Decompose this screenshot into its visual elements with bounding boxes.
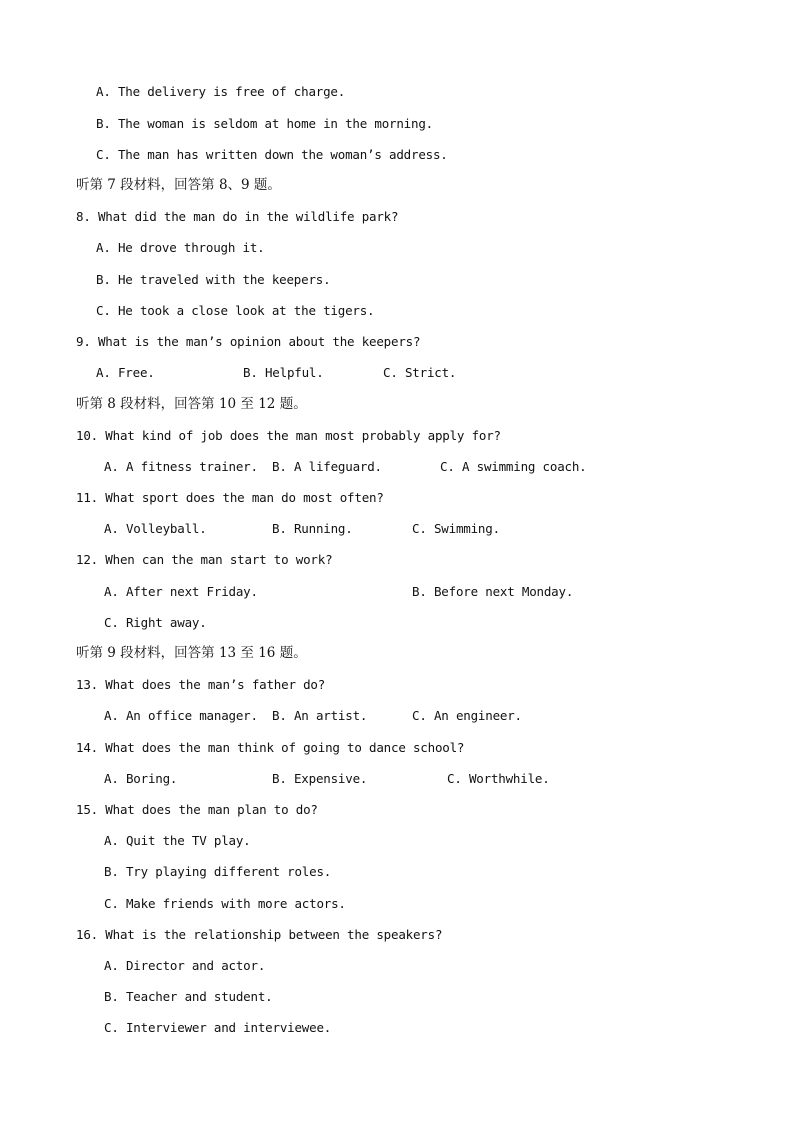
q9-stem: 9. What is the man’s opinion about the keepers? bbox=[76, 334, 421, 349]
q12-option-c: C. Right away. bbox=[104, 615, 207, 630]
q16-stem: 16. What is the relationship between the speakers? bbox=[76, 927, 443, 942]
section-8-heading: 听第 8 段材料，回答第 10 至 12 题。 bbox=[76, 396, 307, 412]
q14-option-a: A. Boring. bbox=[104, 771, 178, 786]
section-7-heading: 听第 7 段材料，回答第 8、9 题。 bbox=[76, 177, 281, 193]
q14-option-c: C. Worthwhile. bbox=[447, 771, 550, 786]
q14-option-b: B. Expensive. bbox=[272, 771, 368, 786]
q12-option-a: A. After next Friday. bbox=[104, 584, 258, 599]
q16-option-a: A. Director and actor. bbox=[104, 958, 266, 973]
q7-option-a: A. The delivery is free of charge. bbox=[96, 84, 346, 99]
q12-option-b: B. Before next Monday. bbox=[412, 584, 574, 599]
q16-option-b: B. Teacher and student. bbox=[104, 989, 273, 1004]
q11-option-c: C. Swimming. bbox=[412, 521, 500, 536]
q16-option-c: C. Interviewer and interviewee. bbox=[104, 1020, 332, 1035]
q11-stem: 11. What sport does the man do most often? bbox=[76, 490, 384, 505]
q7-option-c: C. The man has written down the woman’s address. bbox=[96, 147, 448, 162]
q15-option-b: B. Try playing different roles. bbox=[104, 864, 332, 879]
section-9-heading: 听第 9 段材料，回答第 13 至 16 题。 bbox=[76, 645, 307, 661]
q9-option-c: C. Strict. bbox=[383, 365, 457, 380]
q8-option-b: B. He traveled with the keepers. bbox=[96, 272, 331, 287]
q10-stem: 10. What kind of job does the man most probably apply for? bbox=[76, 428, 501, 443]
q13-option-b: B. An artist. bbox=[272, 708, 368, 723]
q10-option-b: B. A lifeguard. bbox=[272, 459, 382, 474]
q10-option-c: C. A swimming coach. bbox=[440, 459, 587, 474]
q8-stem: 8. What did the man do in the wildlife park? bbox=[76, 209, 399, 224]
q7-option-b: B. The woman is seldom at home in the morning. bbox=[96, 116, 433, 131]
q11-option-b: B. Running. bbox=[272, 521, 353, 536]
q13-option-c: C. An engineer. bbox=[412, 708, 522, 723]
q15-option-c: C. Make friends with more actors. bbox=[104, 896, 346, 911]
q11-option-a: A. Volleyball. bbox=[104, 521, 207, 536]
q9-option-b: B. Helpful. bbox=[243, 365, 324, 380]
q14-stem: 14. What does the man think of going to dance school? bbox=[76, 740, 465, 755]
q12-stem: 12. When can the man start to work? bbox=[76, 552, 333, 567]
q8-option-a: A. He drove through it. bbox=[96, 240, 265, 255]
q13-option-a: A. An office manager. bbox=[104, 708, 258, 723]
q13-stem: 13. What does the man’s father do? bbox=[76, 677, 326, 692]
q15-stem: 15. What does the man plan to do? bbox=[76, 802, 318, 817]
q9-option-a: A. Free. bbox=[96, 365, 155, 380]
q15-option-a: A. Quit the TV play. bbox=[104, 833, 251, 848]
q8-option-c: C. He took a close look at the tigers. bbox=[96, 303, 375, 318]
q10-option-a: A. A fitness trainer. bbox=[104, 459, 258, 474]
